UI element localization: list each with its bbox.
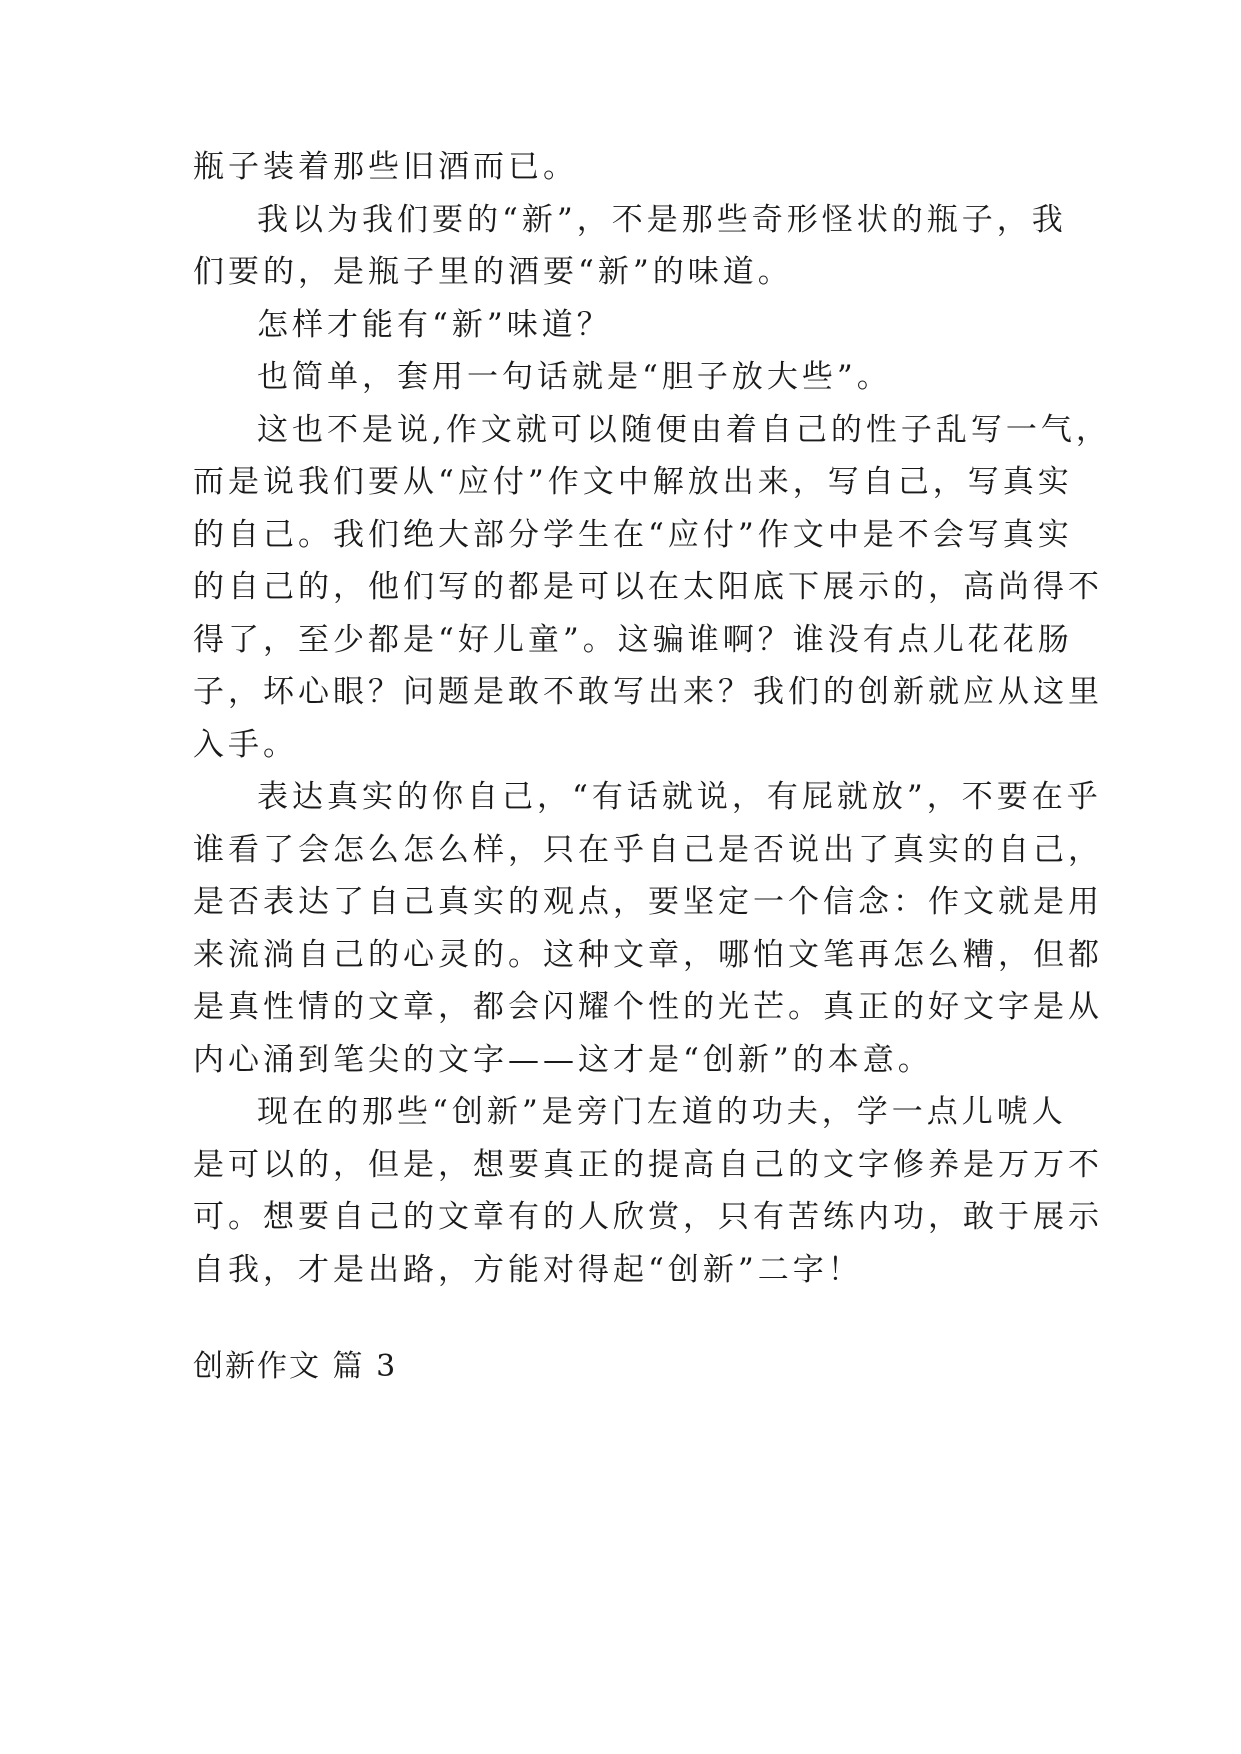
text-line: 可。想要自己的文章有的人欣赏，只有苦练内功，敢于展示 bbox=[193, 1199, 1103, 1235]
text-line: 入手。 bbox=[193, 727, 298, 763]
text-line: 子，坏心眼？问题是敢不敢写出来？我们的创新就应从这里 bbox=[193, 674, 1103, 710]
text-line: 现在的那些“创新”是旁门左道的功夫，学一点儿唬人 bbox=[257, 1094, 1067, 1130]
text-line: 是真性情的文章，都会闪耀个性的光芒。真正的好文字是从 bbox=[193, 989, 1103, 1025]
text-line: 得了，至少都是“好儿童”。这骗谁啊？谁没有点儿花花肠 bbox=[193, 622, 1073, 658]
text-line: 们要的，是瓶子里的酒要“新”的味道。 bbox=[193, 254, 793, 290]
text-line: 这也不是说,作文就可以随便由着自己的性子乱写一气， bbox=[257, 412, 1111, 448]
text-line: 也简单，套用一句话就是“胆子放大些”。 bbox=[257, 359, 892, 395]
text-line: 而是说我们要从“应付”作文中解放出来，写自己，写真实 bbox=[193, 464, 1073, 500]
text-line: 来流淌自己的心灵的。这种文章，哪怕文笔再怎么糟，但都 bbox=[193, 937, 1103, 973]
text-line: 的自己的，他们写的都是可以在太阳底下展示的，高尚得不 bbox=[193, 569, 1103, 605]
text-line: 怎样才能有“新”味道？ bbox=[257, 307, 612, 343]
text-line: 是可以的，但是，想要真正的提高自己的文字修养是万万不 bbox=[193, 1147, 1103, 1183]
text-line: 谁看了会怎么怎么样，只在乎自己是否说出了真实的自己， bbox=[193, 832, 1103, 868]
text-line: 我以为我们要的“新”，不是那些奇形怪状的瓶子，我 bbox=[257, 202, 1067, 238]
text-line: 的自己。我们绝大部分学生在“应付”作文中是不会写真实 bbox=[193, 517, 1073, 553]
text-line: 自我，才是出路，方能对得起“创新”二字！ bbox=[193, 1252, 863, 1288]
text-line: 表达真实的你自己，“有话就说，有屁就放”，不要在乎 bbox=[257, 779, 1102, 815]
text-line: 瓶子装着那些旧酒而已。 bbox=[193, 149, 578, 185]
section-heading: 创新作文 篇 3 bbox=[193, 1349, 398, 1384]
text-line: 内心涌到笔尖的文字——这才是“创新”的本意。 bbox=[193, 1042, 933, 1078]
text-line: 是否表达了自己真实的观点，要坚定一个信念：作文就是用 bbox=[193, 884, 1103, 920]
